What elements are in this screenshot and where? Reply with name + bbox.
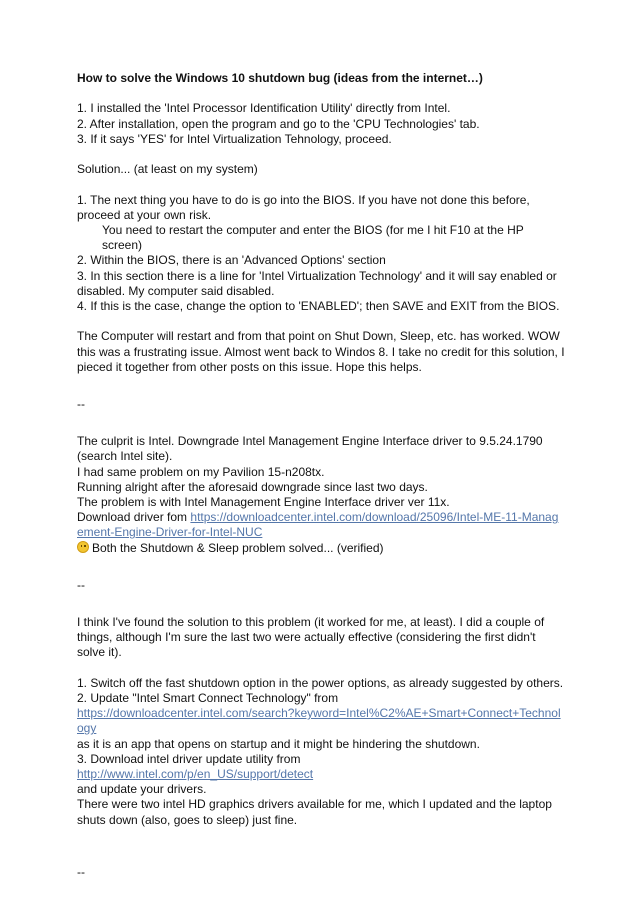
spacer (77, 314, 565, 329)
step3-2-link-line (77, 706, 565, 736)
spacer (77, 375, 565, 397)
closing-paragraph: The Computer will restart and from that point on Shut Down, Sleep, etc. has worked. WOW this was a frustrating issue. Almost went back to Windos 8. I take no credit for this solution, I pieced it together from other posts on this issue. Hope this helps. (77, 329, 565, 374)
step3-3-after: and update your drivers. (77, 782, 207, 797)
spacer (77, 86, 565, 101)
step3-2-after: as it is an app that opens on startup and it might be hindering the shutdown. (77, 736, 480, 751)
step3-3: 3. Download intel driver update utility from (77, 751, 301, 766)
solution-line-1: 1. The next thing you have to do is go into the BIOS. If you have not done this before, proceed at your own risk. (77, 192, 530, 222)
smart-connect-link[interactable]: https://downloadcenter.intel.com/search?keyword=Intel%C2%AE+Smart+Connect+Technology (77, 706, 561, 736)
solution-line-3: 3. In this section there is a line for 'Intel Virtualization Technology' and it will say enabled or disabled. My computer said disabled. (77, 268, 557, 298)
driver-version-line: The problem is with Intel Management Engine Interface driver ver 11x. (77, 495, 450, 510)
final-paragraph: There were two intel HD graphics drivers available for me, which I updated and the laptop shuts down (also, goes to sleep) just fine. (77, 797, 552, 827)
spacer (77, 661, 565, 676)
solution-heading: Solution... (at least on my system) (77, 162, 258, 177)
download-line (77, 510, 565, 540)
smiley-icon (77, 541, 89, 553)
step3-3-link-line (77, 767, 565, 782)
spacer (77, 593, 565, 615)
spacer (77, 828, 565, 850)
download-prefix: Download driver fom (77, 510, 191, 525)
document-page (77, 71, 565, 880)
step-3: 3. If it says 'YES' for Intel Virtualization Tehnology, proceed. (77, 131, 392, 146)
spacer (77, 850, 565, 865)
solution-line-4: 4. If this is the case, change the option to 'ENABLED'; then SAVE and EXIT from the BIOS. (77, 299, 560, 313)
running-line: Running alright after the aforesaid downgrade since last two days. (77, 479, 428, 494)
verified-text: Both the Shutdown & Sleep problem solved... (verified) (92, 540, 384, 555)
culprit-line: The culprit is Intel. Downgrade Intel Management Engine Interface driver to 9.5.24.1790 (search Intel site). (77, 434, 543, 464)
separator: -- (77, 865, 85, 880)
step-1: 1. I installed the 'Intel Processor Identification Utility' directly from Intel. (77, 101, 451, 116)
solution-line-2: 2. Within the BIOS, there is an 'Advanced Options' section (77, 253, 386, 268)
intel-me-driver-link[interactable]: https://downloadcenter.intel.com/download/25096/Intel-ME-11-Management-Engine-Driver-for-Intel-NUC (77, 510, 559, 540)
document-title: How to solve the Windows 10 shutdown bug (ideas from the internet…) (77, 71, 483, 85)
solution-line-indented: You need to restart the computer and enter the BIOS (for me I hit F10 at the HP screen) (102, 222, 524, 253)
step3-2: 2. Update "Intel Smart Connect Technology" from (77, 691, 339, 706)
driver-update-utility-link[interactable]: http://www.intel.com/p/en_US/support/detect (77, 767, 314, 782)
problem-line: I had same problem on my Pavilion 15-n208tx. (77, 464, 325, 479)
spacer (77, 147, 565, 162)
intro-paragraph: I think I've found the solution to this problem (it worked for me, at least). I did a couple of things, although I'm sure the last two were actually effective (considering the first didn't solve it). (77, 615, 545, 660)
separator: -- (77, 397, 85, 411)
verified-line (77, 541, 565, 556)
step3-1: 1. Switch off the fast shutdown option in the power options, as already suggested by others. (77, 675, 564, 690)
separator: -- (77, 577, 85, 592)
spacer (77, 556, 565, 578)
spacer (77, 412, 565, 434)
step-2: 2. After installation, open the program and go to the 'CPU Technologies' tab. (77, 116, 480, 131)
spacer (77, 177, 565, 192)
